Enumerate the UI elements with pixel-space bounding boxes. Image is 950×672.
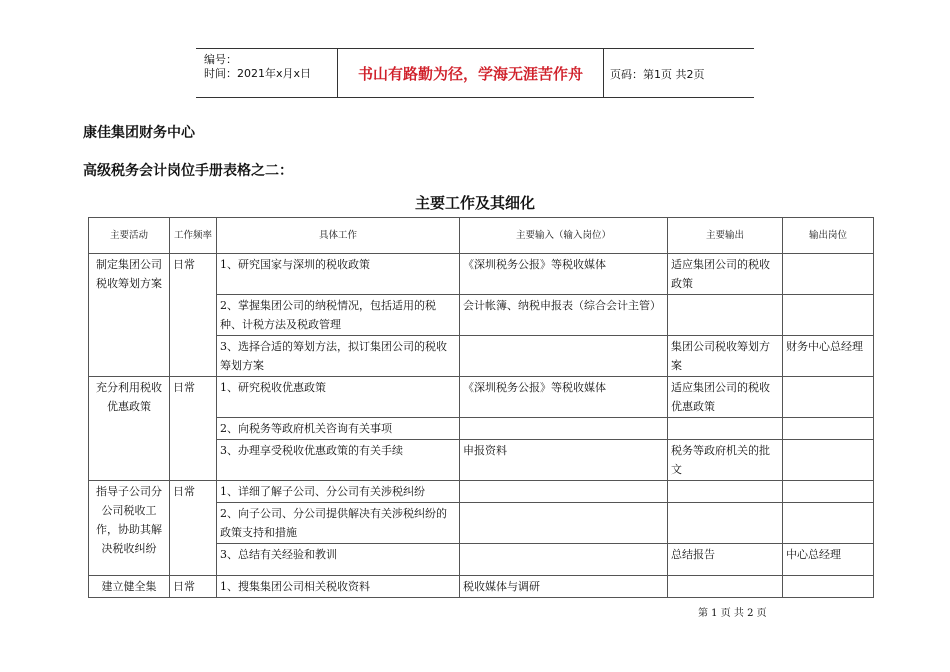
column-header: 主要活动 (89, 218, 170, 254)
post-cell: 中心总经理 (783, 544, 874, 576)
input-cell (460, 481, 668, 503)
post-cell (783, 481, 874, 503)
work-cell: 2、向税务等政府机关咨询有关事项 (217, 418, 460, 440)
column-header: 主要输入（输入岗位） (460, 218, 668, 254)
output-cell (668, 418, 783, 440)
output-cell (668, 481, 783, 503)
work-cell: 3、选择合适的筹划方法，拟订集团公司的税收筹划方案 (217, 336, 460, 377)
output-cell (668, 576, 783, 598)
input-cell: 《深圳税务公报》等税收媒体 (460, 377, 668, 418)
input-cell: 税收媒体与调研 (460, 576, 668, 598)
input-cell: 会计帐簿、纳税申报表（综合会计主管） (460, 295, 668, 336)
post-cell: 财务中心总经理 (783, 336, 874, 377)
post-cell (783, 418, 874, 440)
header-page-number: 页码：第1页 共2页 (610, 68, 705, 81)
work-cell: 1、详细了解子公司、分公司有关涉税纠纷 (217, 481, 460, 503)
document-subtitle: 高级税务会计岗位手册表格之二： (83, 163, 293, 179)
output-cell (668, 503, 783, 544)
work-cell: 2、掌握集团公司的纳税情况，包括适用的税种、计税方法及税政管理 (217, 295, 460, 336)
work-cell: 2、向子公司、分公司提供解决有关涉税纠纷的政策支持和措施 (217, 503, 460, 544)
work-detail-table (88, 217, 874, 598)
header-meta (204, 53, 354, 81)
activity-cell: 建立健全集 (89, 576, 170, 598)
activity-cell: 指导子公司分公司税收工作，协助其解决税收纠纷 (89, 481, 170, 576)
output-cell: 税务等政府机关的批文 (668, 440, 783, 481)
input-cell: 《深圳税务公报》等税收媒体 (460, 254, 668, 295)
activity-cell: 制定集团公司税收筹划方案 (89, 254, 170, 377)
page-footer: 第 1 页 共 2 页 (698, 608, 767, 619)
output-cell: 集团公司税收筹划方案 (668, 336, 783, 377)
input-cell (460, 336, 668, 377)
column-header: 输出岗位 (783, 218, 874, 254)
post-cell (783, 576, 874, 598)
input-cell (460, 418, 668, 440)
column-header: 工作频率 (170, 218, 217, 254)
post-cell (783, 503, 874, 544)
table-row (89, 377, 874, 418)
output-cell: 适应集团公司的税收优惠政策 (668, 377, 783, 418)
activity-cell: 充分利用税收优惠政策 (89, 377, 170, 481)
column-header: 具体工作 (217, 218, 460, 254)
post-cell (783, 377, 874, 418)
output-cell (668, 295, 783, 336)
org-title: 康佳集团财务中心 (83, 125, 195, 141)
table-row (89, 481, 874, 503)
frequency-cell: 日常 (170, 377, 217, 481)
header-motto: 书山有路勤为径，学海无涯苦作舟 (357, 65, 583, 83)
post-cell (783, 295, 874, 336)
table-header-row (89, 218, 874, 254)
post-cell (783, 440, 874, 481)
work-cell: 1、研究国家与深圳的税收政策 (217, 254, 460, 295)
frequency-cell: 日常 (170, 254, 217, 377)
work-cell: 1、研究税收优惠政策 (217, 377, 460, 418)
number-label: 编号： (204, 53, 237, 66)
page-header (196, 48, 754, 98)
header-divider (603, 49, 604, 97)
frequency-cell: 日常 (170, 576, 217, 598)
input-cell (460, 503, 668, 544)
time-label: 时间：2021年x月x日 (204, 67, 312, 80)
frequency-cell: 日常 (170, 481, 217, 576)
input-cell: 申报资料 (460, 440, 668, 481)
table-row (89, 254, 874, 295)
work-cell: 3、办理享受税收优惠政策的有关手续 (217, 440, 460, 481)
column-header: 主要输出 (668, 218, 783, 254)
work-cell: 1、搜集集团公司相关税收资料 (217, 576, 460, 598)
table-title: 主要工作及其细化 (414, 194, 535, 212)
post-cell (783, 254, 874, 295)
work-cell: 3、总结有关经验和教训 (217, 544, 460, 576)
table-row (89, 576, 874, 598)
output-cell: 适应集团公司的税收政策 (668, 254, 783, 295)
output-cell: 总结报告 (668, 544, 783, 576)
input-cell (460, 544, 668, 576)
